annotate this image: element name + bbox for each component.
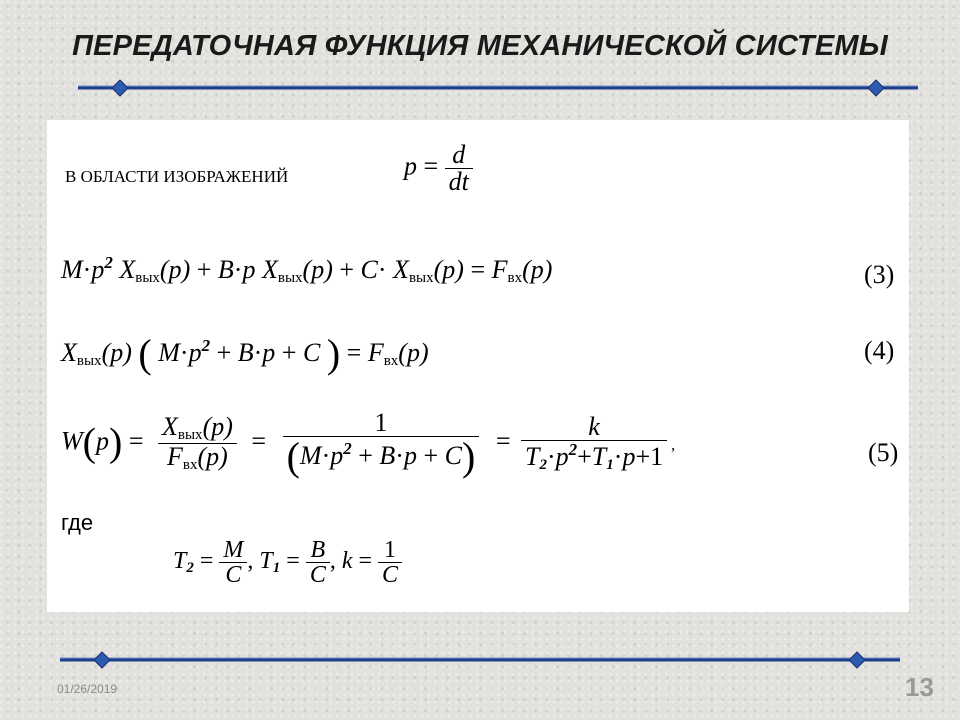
slide-date: 01/26/2019 (57, 682, 118, 696)
equation-number-3: (3) (864, 260, 895, 289)
equation-5: W(p) = $\frac{X_{вых}(p)}{F_{вх}(p)}$ = $\frac{1}{(M\cdot p^2 + B\cdot p + C)}$ = $\frac{k}{T_2\cdot p^2+T_1\cdot p+1}$ , (61, 408, 676, 479)
parameter-definitions: $T_2$ = $\frac{M}{C}$ , $T_1$ = $\frac{B}{C}$ , k = $\frac{1}{C}$ (173, 538, 402, 587)
top-divider (0, 78, 960, 98)
equation-number-4: (4) (864, 336, 895, 365)
where-label: где (61, 510, 94, 535)
equation-3: $M\cdot p^2$ $X_{вых}(p) + B\cdot p$ $X_{вых}(p) + C\cdot X_{вых}(p) = F_{вх}(p)$ (61, 253, 553, 286)
bottom-divider (0, 650, 960, 670)
page-number: 13 (905, 672, 934, 702)
equation-number-5: (5) (868, 438, 899, 467)
image-domain-label: В ОБЛАСТИ ИЗОБРАЖЕНИЙ (65, 167, 289, 186)
operator-p-definition: p = $\frac{d}{dt}$ (404, 142, 473, 195)
equation-4: $X_{вых}(p)$ ( $M\cdot p^2 + B\cdot p + C$ ) = $F_{вх}(p)$ (61, 331, 429, 376)
slide-title: ПЕРЕДАТОЧНАЯ ФУНКЦИЯ МЕХАНИЧЕСКОЙ СИСТЕМЫ (72, 30, 888, 62)
formula-panel (47, 120, 909, 612)
